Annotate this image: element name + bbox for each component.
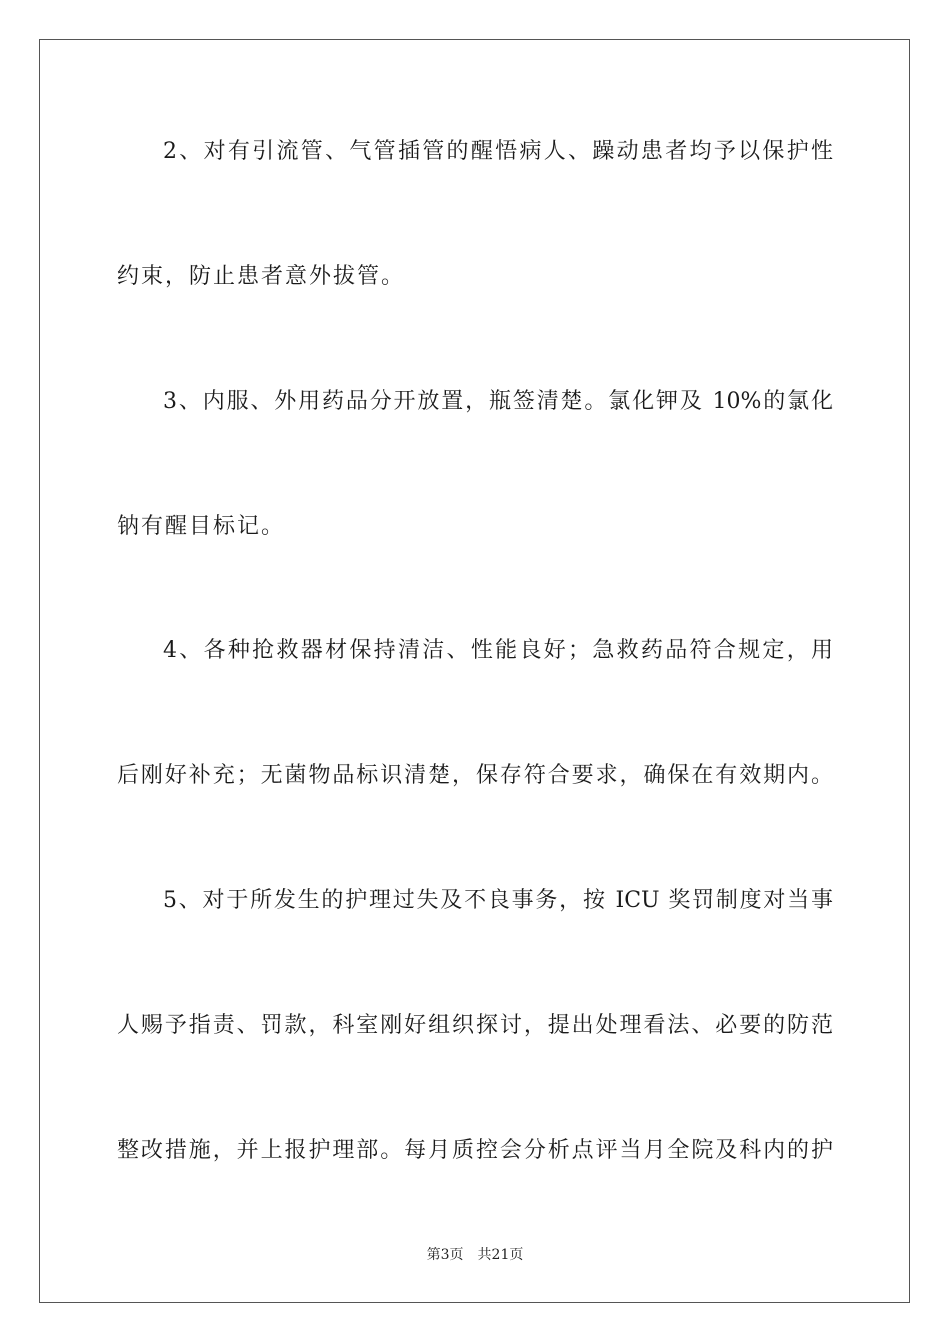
paragraph-line: 4、各种抢救器材保持清洁、性能良好；急救药品符合规定，用	[163, 638, 833, 663]
paragraph-line: 钠有醒目标记。	[117, 514, 286, 539]
paragraph-line: 3、内服、外用药品分开放置，瓶签清楚。氯化钾及 10%的氯化	[163, 389, 833, 414]
paragraph-line: 5、对于所发生的护理过失及不良事务，按 ICU 奖罚制度对当事	[163, 888, 833, 913]
total-pages: 共21页	[477, 1247, 524, 1263]
page-border	[39, 39, 910, 1303]
paragraph-line: 约束，防止患者意外拔管。	[117, 264, 406, 289]
paragraph-line: 人赐予指责、罚款，科室刚好组织探讨，提出处理看法、必要的防范	[117, 1013, 833, 1038]
paragraph-line: 后刚好补充；无菌物品标识清楚，保存符合要求，确保在有效期内。	[117, 763, 833, 788]
page-footer	[0, 1246, 950, 1264]
page-number: 第3页	[426, 1247, 464, 1263]
paragraph-line: 整改措施，并上报护理部。每月质控会分析点评当月全院及科内的护	[117, 1138, 833, 1163]
paragraph-line: 2、对有引流管、气管插管的醒悟病人、躁动患者均予以保护性	[163, 139, 833, 164]
